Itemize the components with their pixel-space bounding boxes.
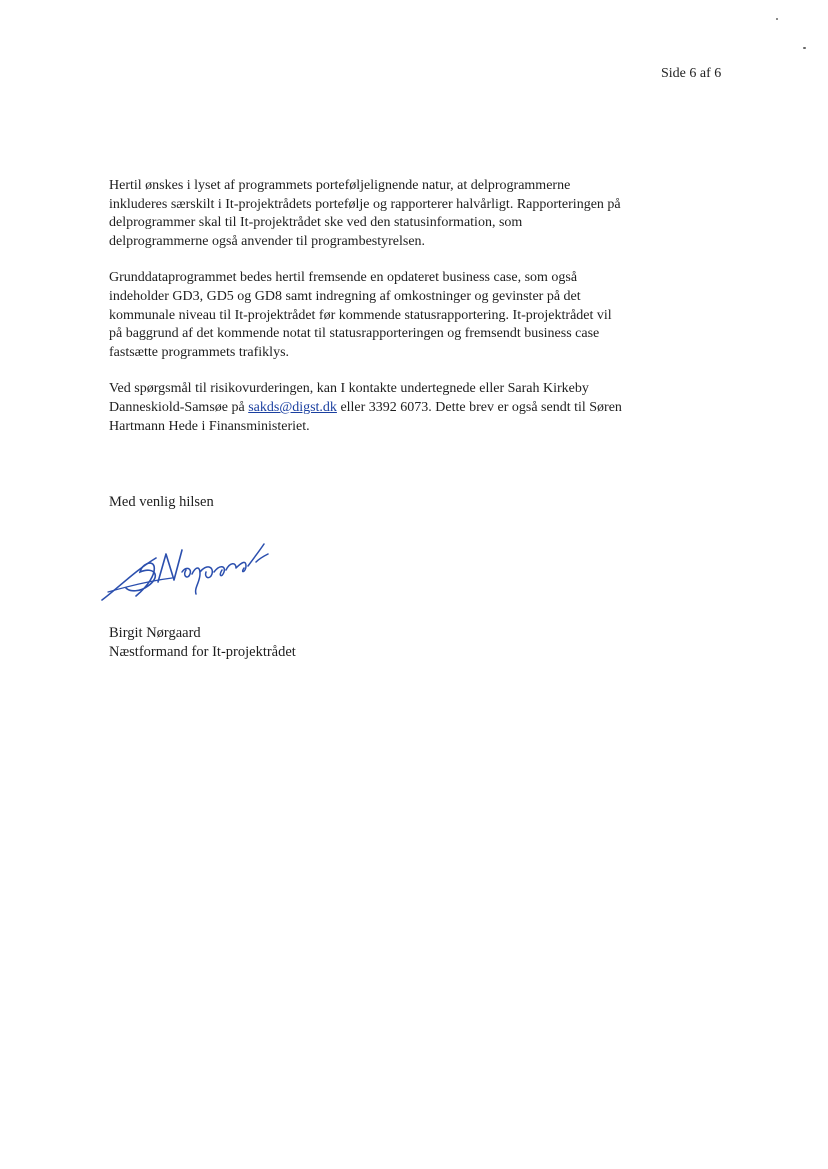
paragraph-subprograms: Hertil ønskes i lyset af programmets porteføljelignende natur, at delprogrammerne inkluderes særskilt i It-projektrådets portefølje og rapporterer halvårligt. Rapporteringen på delprogrammer skal til It-projektrådet ske ved den statusinformation, som delprogrammerne også anvender til programbestyrelsen. xyxy=(109,178,621,249)
page-number: Side 6 af 6 xyxy=(661,66,722,81)
signer-name: Birgit Nørgaard xyxy=(109,625,201,641)
scan-speck xyxy=(776,18,778,20)
contact-text-before: Ved spørgsmål til risikovurderingen, kan I kontakte undertegnede eller Sarah Kirkeby Danneskiold-Samsøe på xyxy=(109,381,589,415)
letter-body xyxy=(109,177,624,454)
paragraph-business-case: Grunddataprogrammet bedes hertil fremsende en opdateret business case, som også indeholder GD3, GD5 og GD8 samt indregning af omkostninger og gevinster på det kommunale niveau til It-projektrådet før kommende statusrapportering. It-projektrådet vil på baggrund af det kommende notat til statusrapporteringen og fremsendt business case fastsætte programmets trafiklys. xyxy=(109,270,612,360)
scan-speck xyxy=(803,47,806,49)
handwritten-signature xyxy=(96,536,276,608)
signer-block xyxy=(109,624,296,662)
email-link[interactable]: sakds@digst.dk xyxy=(248,399,337,415)
signer-title: Næstformand for It-projektrådet xyxy=(109,644,296,660)
contact-text-after: eller 3392 6073. Dette brev er også sendt til Søren Hartmann Hede i Finansministeriet. xyxy=(109,399,622,434)
closing-greeting: Med venlig hilsen xyxy=(109,494,214,510)
paragraph-contact xyxy=(109,380,624,436)
